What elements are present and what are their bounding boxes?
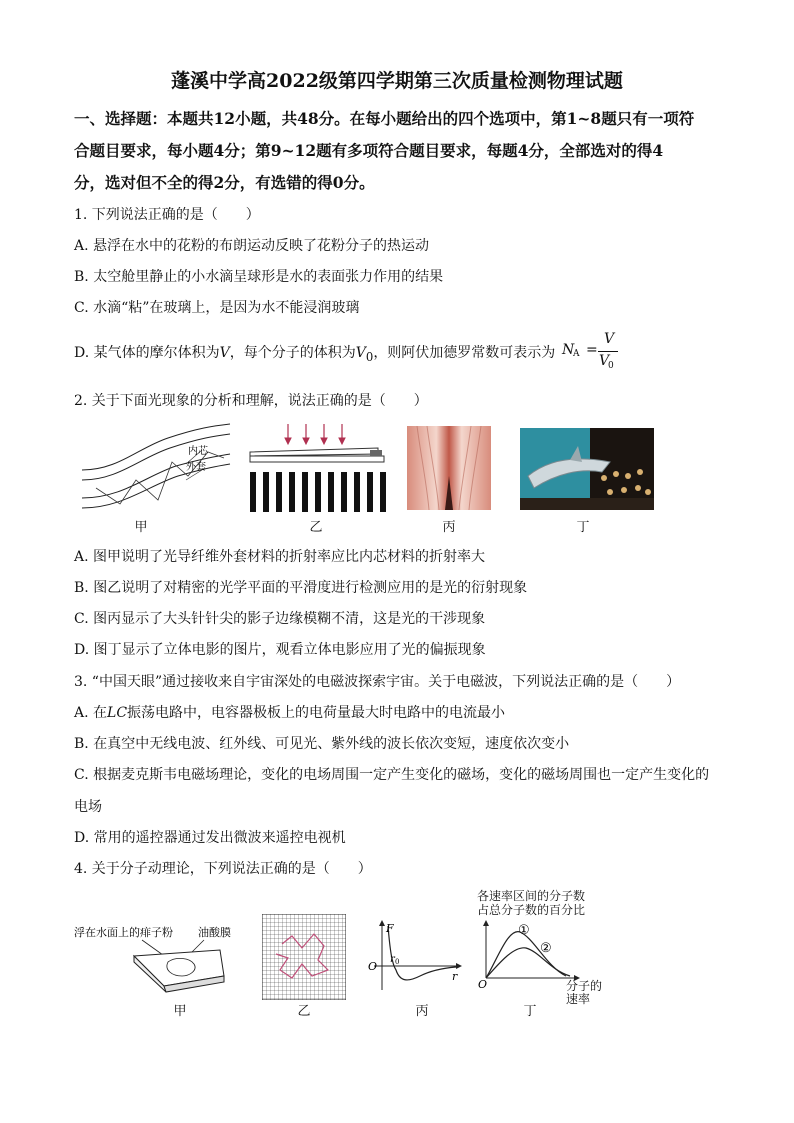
q1-option-c: C. 水滴“粘”在玻璃上，是因为水不能浸润玻璃 <box>74 300 360 316</box>
q2-fig2-label: 乙 <box>309 520 323 535</box>
q1-d-text2: ，每个分子的体积为 <box>229 345 356 361</box>
q2-fig2-arrows <box>285 424 345 444</box>
q4-fig3-r0-sub: 0 <box>395 958 400 966</box>
q4-fig4-label: 丁 <box>523 1004 537 1019</box>
q2-fig3-label: 丙 <box>442 520 456 535</box>
q4-fig4-curve1-label: ① <box>518 923 530 938</box>
q1-d-na-sub: A <box>573 349 580 359</box>
q2-fig3-pin-shadow-photo <box>407 426 491 510</box>
q4-fig2-label: 乙 <box>297 1004 311 1019</box>
q2-fig1-optical-fiber <box>78 418 238 514</box>
q3-stem: 3. “中国天眼”通过接收来自宇宙深处的电磁波探索宇宙。关于电磁波，下列说法正确的是（ ） <box>74 674 681 690</box>
q2-fig4-label: 丁 <box>576 520 590 535</box>
q3-option-c-line2: 电场 <box>74 799 102 815</box>
q3-option-b: B. 在真空中无线电波、红外线、可见光、紫外线的波长依次变短，速度依次变小 <box>74 736 570 752</box>
q4-stem: 4. 关于分子动理论，下列说法正确的是（ ） <box>74 861 372 877</box>
q2-option-d: D. 图丁显示了立体电影的图片，观看立体电影应用了光的偏振现象 <box>74 642 486 658</box>
q2-fig4-3d-movie-photo <box>520 428 654 510</box>
q1-d-den: V <box>599 353 610 369</box>
q4-fig1-film-label: 油酸膜 <box>198 926 231 939</box>
q2-option-c: C. 图丙显示了大头针针尖的影子边缘模糊不清，这是光的干涉现象 <box>74 611 486 627</box>
q4-fig3-origin: O <box>368 960 378 973</box>
q2-fig1-outer-label: 外套 <box>186 462 206 473</box>
q2-fig2-fringes <box>250 472 386 512</box>
q4-fig4-origin: O <box>478 978 488 988</box>
q4-fig1-label: 甲 <box>173 1004 187 1019</box>
q1-d-eq: = <box>586 342 598 358</box>
q2-fig1-inner-label: 内芯 <box>188 446 208 457</box>
q1-d-var-v: V <box>219 345 230 361</box>
q1-stem: 1. 下列说法正确的是（ ） <box>74 207 260 223</box>
q4-fig3-force-curve <box>364 918 464 994</box>
q3-a-var-lc: LC <box>107 705 128 721</box>
q4-fig4-title-line1: 各速率区间的分子数 <box>477 889 586 903</box>
q1-d-den-sub: 0 <box>608 361 614 371</box>
q4-fig4-title-line2: 占总分子数的百分比 <box>477 903 586 917</box>
q1-d-na: N <box>562 342 575 358</box>
q4-fig2-brownian-grid <box>262 914 346 1000</box>
section-instructions-line2: 合题目要求，每小题4分；第9~12题有多项符合题目要求，每题4分，全部选对的得4 <box>74 141 664 160</box>
q1-option-b: B. 太空舱里静止的小水滴呈球形是水的表面张力作用的结果 <box>74 269 444 285</box>
q2-fig1-label: 甲 <box>134 520 148 535</box>
q1-d-text1: D. 某气体的摩尔体积为 <box>74 345 220 361</box>
q4-fig1-powder-label: 浮在水面上的痱子粉 <box>74 926 173 939</box>
q4-fig1-oil-film-tray <box>72 920 244 994</box>
q1-option-d <box>74 342 555 364</box>
q3-option-a <box>74 702 505 722</box>
q1-option-a: A. 悬浮在水中的花粉的布朗运动反映了花粉分子的热运动 <box>74 238 430 254</box>
q1-d-num: V <box>604 331 615 347</box>
q3-a-text2: 振荡电路中，电容器极板上的电荷量最大时电路中的电流最小 <box>127 705 506 721</box>
q4-fig4-curve2-label: ② <box>540 941 552 956</box>
q4-fig4-speed-distribution <box>474 918 584 988</box>
q3-option-d: D. 常用的遥控器通过发出微波来遥控电视机 <box>74 830 346 846</box>
q4-fig3-r-label: r <box>452 970 458 983</box>
q2-option-a: A. 图甲说明了光导纤维外套材料的折射率应比内芯材料的折射率大 <box>74 549 486 565</box>
q2-option-b: B. 图乙说明了对精密的光学平面的平滑度进行检测应用的是光的衍射现象 <box>74 580 528 596</box>
q3-a-text1: A. 在 <box>74 705 108 721</box>
section-instructions-line3: 分，选对但不全的得2分，有选错的得0分。 <box>74 173 375 192</box>
page-title: 蓬溪中学高2022级第四学期第三次质量检测物理试题 <box>171 70 623 92</box>
q1-d-text3: ，则阿伏加德罗常数可表示为 <box>373 345 556 361</box>
q4-fig4-title <box>477 889 585 917</box>
q1-d-var-v0: V <box>355 345 366 361</box>
q4-fig4-x-label <box>566 980 602 1006</box>
q2-fig2-air-wedge <box>246 420 392 514</box>
q4-fig4-x-label-line1: 分子的 <box>566 979 603 993</box>
q4-fig3-r0: r <box>390 954 395 965</box>
q3-option-c-line1: C. 根据麦克斯韦电磁场理论，变化的电场周围一定产生变化的磁场，变化的磁场周围也一定产生变化的 <box>74 767 710 783</box>
q4-fig3-label: 丙 <box>415 1004 429 1019</box>
q4-fig3-f-label: F <box>386 922 394 935</box>
q2-stem: 2. 关于下面光现象的分析和理解，说法正确的是（ ） <box>74 393 428 409</box>
section-instructions-line1: 一、选择题：本题共12小题，共48分。在每小题给出的四个选项中，第1~8题只有一项符 <box>74 109 695 128</box>
q1-d-var-v0-sub: 0 <box>365 349 374 364</box>
q1-d-fraction-bar <box>598 351 618 352</box>
q4-fig4-x-label-line2: 速率 <box>566 992 591 1006</box>
